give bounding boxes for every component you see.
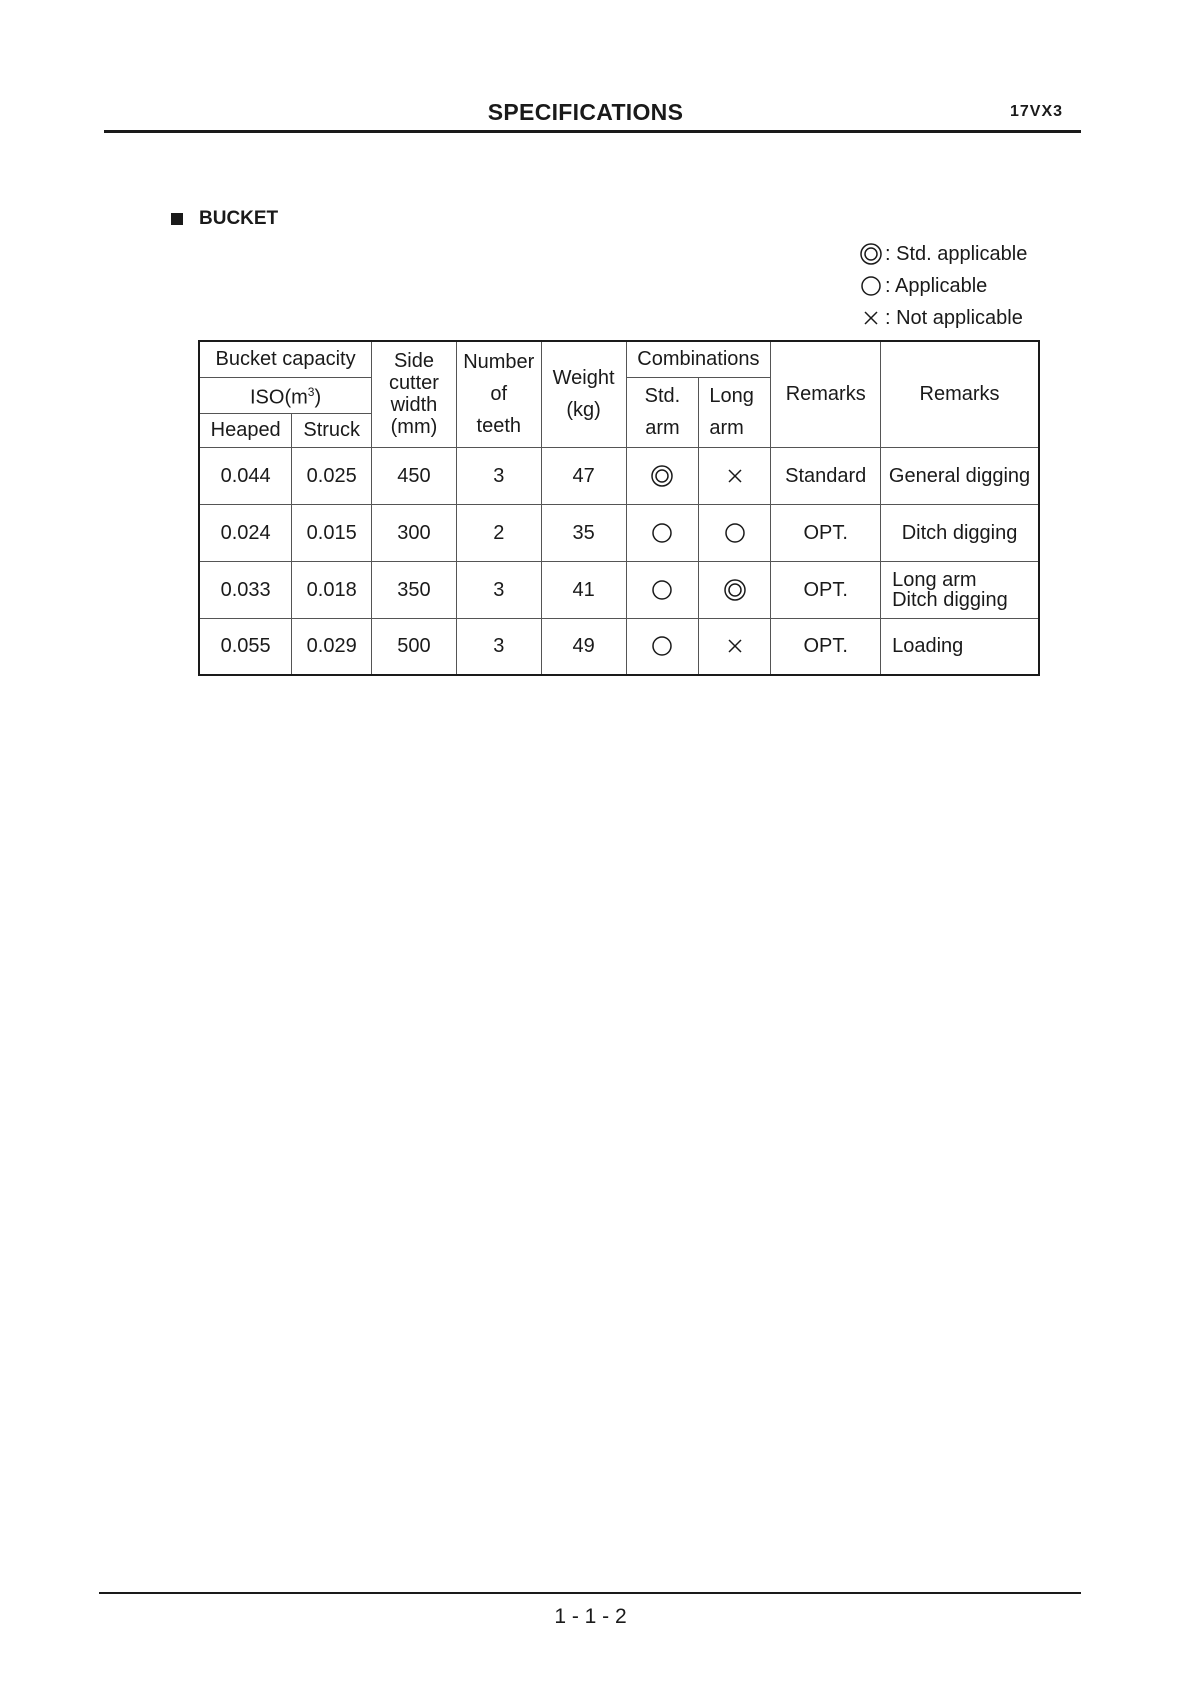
header-line: Std. <box>644 385 681 407</box>
bucket-spec-table <box>198 340 1040 676</box>
cell-heaped: 0.033 <box>199 561 292 618</box>
square-bullet-icon <box>171 213 183 225</box>
section-heading <box>171 208 278 230</box>
header-combinations: Combinations <box>626 341 771 377</box>
cell-teeth: 3 <box>456 618 541 675</box>
cell-width: 450 <box>372 447 457 504</box>
header-line: arm <box>645 417 680 439</box>
cell-struck: 0.015 <box>292 504 372 561</box>
double-circle-icon <box>723 578 747 602</box>
page-number: 1 - 1 - 2 <box>554 1605 627 1628</box>
header-line: width <box>390 394 438 417</box>
circle-icon <box>858 273 884 299</box>
header-line: Number <box>463 351 535 374</box>
cell-heaped: 0.044 <box>199 447 292 504</box>
cell-width: 500 <box>372 618 457 675</box>
cell-struck: 0.025 <box>292 447 372 504</box>
header-line: cutter <box>388 372 439 395</box>
cross-icon <box>723 634 747 658</box>
header-remarks-2: Remarks <box>881 341 1039 447</box>
cell-std-arm <box>626 561 699 618</box>
cell-remark-2: Loading <box>881 618 1039 675</box>
cell-heaped: 0.055 <box>199 618 292 675</box>
circle-icon <box>650 521 674 545</box>
header-long-arm <box>699 377 771 447</box>
header-line: arm <box>709 417 744 439</box>
legend-text: : Applicable <box>885 274 988 297</box>
cell-long-arm <box>699 618 771 675</box>
iso-text: ISO(m <box>249 386 308 409</box>
table-row <box>199 504 1039 561</box>
header-line: Side <box>393 350 434 373</box>
cell-std-arm <box>626 504 699 561</box>
header-line: (mm) <box>390 416 438 439</box>
circle-icon <box>650 578 674 602</box>
legend-text: : Not applicable <box>885 306 1023 329</box>
legend-text: : Std. applicable <box>885 242 1028 265</box>
table-row <box>199 618 1039 675</box>
page-title: SPECIFICATIONS <box>487 99 684 125</box>
header-line: of <box>490 383 508 406</box>
model-code: 17VX3 <box>1010 103 1064 120</box>
cell-long-arm <box>699 447 771 504</box>
header-line: (kg) <box>566 399 601 422</box>
cell-weight: 49 <box>541 618 626 675</box>
section-title-text: BUCKET <box>199 208 279 229</box>
header-line: Weight <box>552 367 615 390</box>
remark-line: Ditch digging <box>892 588 1008 611</box>
cell-remark-2: General digging <box>881 447 1039 504</box>
table-row <box>199 447 1039 504</box>
header-iso-unit <box>199 377 372 413</box>
header-line: teeth <box>476 415 521 438</box>
table-row <box>199 561 1039 618</box>
header-weight <box>541 341 626 447</box>
cell-weight: 41 <box>541 561 626 618</box>
cell-std-arm <box>626 618 699 675</box>
circle-icon <box>650 634 674 658</box>
cell-weight: 35 <box>541 504 626 561</box>
cell-remark-2 <box>881 561 1039 618</box>
cell-width: 350 <box>372 561 457 618</box>
cell-remark-2: Ditch digging <box>881 504 1039 561</box>
header-struck: Struck <box>292 413 372 447</box>
header-std-arm <box>626 377 699 447</box>
footer-rule <box>99 1592 1081 1594</box>
cell-weight: 47 <box>541 447 626 504</box>
cell-teeth: 3 <box>456 447 541 504</box>
remark-line: Long arm <box>892 568 977 591</box>
legend-item-std-applicable <box>858 238 1027 270</box>
double-circle-icon <box>650 464 674 488</box>
iso-close: ) <box>314 386 322 409</box>
cell-long-arm <box>699 504 771 561</box>
cell-remark-1: OPT. <box>771 504 881 561</box>
cell-remark-1: OPT. <box>771 618 881 675</box>
cell-std-arm <box>626 447 699 504</box>
cell-teeth: 3 <box>456 561 541 618</box>
cell-teeth: 2 <box>456 504 541 561</box>
cross-icon <box>723 464 747 488</box>
header-line: Long <box>709 385 754 407</box>
header-heaped: Heaped <box>199 413 292 447</box>
cell-remark-1: Standard <box>771 447 881 504</box>
cell-long-arm <box>699 561 771 618</box>
legend <box>858 238 1027 334</box>
cell-remark-1: OPT. <box>771 561 881 618</box>
legend-item-not-applicable <box>858 302 1027 334</box>
legend-item-applicable <box>858 270 1027 302</box>
iso-superscript: 3 <box>307 385 315 400</box>
cell-struck: 0.029 <box>292 618 372 675</box>
double-circle-icon <box>858 241 884 267</box>
header-number-of-teeth <box>456 341 541 447</box>
header-side-cutter-width <box>372 341 457 447</box>
header-bucket-capacity: Bucket capacity <box>199 341 372 377</box>
cell-struck: 0.018 <box>292 561 372 618</box>
cell-width: 300 <box>372 504 457 561</box>
cross-icon <box>858 305 884 331</box>
header-rule <box>104 130 1081 133</box>
circle-icon <box>723 521 747 545</box>
cell-heaped: 0.024 <box>199 504 292 561</box>
header-remarks-1: Remarks <box>771 341 881 447</box>
